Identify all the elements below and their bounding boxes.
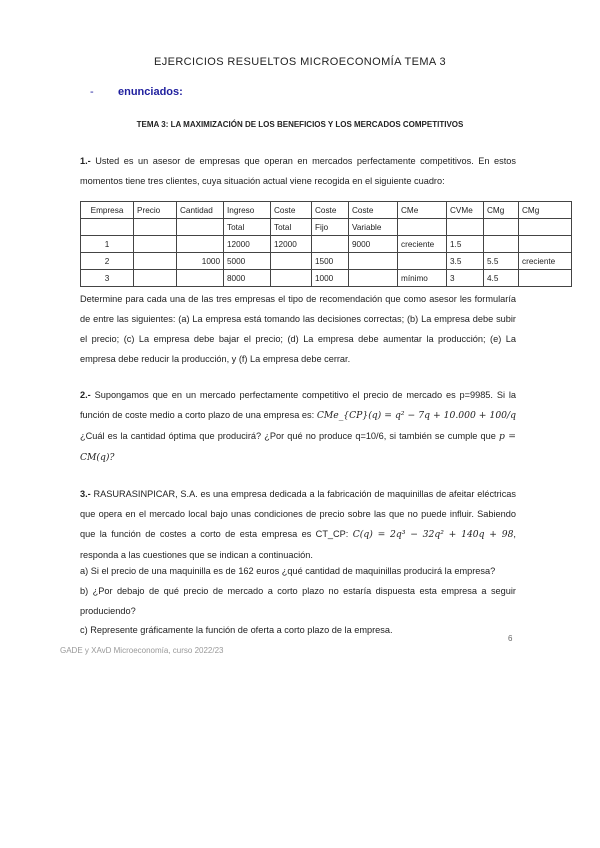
table-cell: mínimo — [398, 270, 447, 287]
table-cell — [177, 270, 224, 287]
table-header-cell: Total — [271, 219, 312, 236]
table-header-cell: Variable — [349, 219, 398, 236]
table-header-cell: Total — [224, 219, 271, 236]
exercise-1-intro — [80, 151, 516, 191]
exercise-3-item-a: a) Si el precio de una maquinilla es de 162 euros ¿qué cantidad de maquinillas producirá la empresa? — [80, 566, 496, 576]
exercise-1-question: Determine para cada una de las tres empresas el tipo de recomendación que como asesor les formularía de entre las siguientes: (a) La empresa está tomando las decisiones correctas; (b) La empresa debe subir el precio; (c) La empresa debe bajar el precio; (d) La empresa debe aumentar la producción; (e) La empresa debe reducir la producción, y (f) La empresa debe cerrar. — [80, 294, 516, 364]
exercise-2-formula: CMe_{CP}(q) = q² − 7q + 10.000 + 100/q — [316, 410, 517, 421]
table-cell — [312, 236, 349, 253]
exercise-3 — [80, 484, 516, 565]
table-header-cell — [447, 219, 484, 236]
table-header-cell — [81, 219, 134, 236]
table-cell: 1.5 — [447, 236, 484, 253]
table-cell: 5000 — [224, 253, 271, 270]
table-cell — [134, 253, 177, 270]
table-cell: 3 — [81, 270, 134, 287]
table-header-cell: Coste — [312, 202, 349, 219]
table-row — [81, 253, 572, 270]
exercise-3-item-c: c) Represente gráficamente la función de oferta a corto plazo de la empresa. — [80, 625, 393, 635]
table-cell — [349, 270, 398, 287]
exercise-1-intro-text: Usted es un asesor de empresas que operan en mercados perfectamente competitivos. En estos momentos tiene tres clientes, cuya situación actual viene recogida en el siguiente cuadro: — [80, 156, 516, 186]
table-cell: 9000 — [349, 236, 398, 253]
exercise-3-number: 3.- — [80, 489, 91, 499]
table-row — [81, 236, 572, 253]
clients-table — [80, 201, 572, 287]
table-cell — [519, 236, 572, 253]
page-title: EJERCICIOS RESUELTOS MICROECONOMÍA TEMA 3 — [153, 56, 447, 68]
exercise-2-formula-2: p = CM(q)? — [80, 431, 517, 463]
table-header-cell: Coste — [271, 202, 312, 219]
table-cell — [134, 236, 177, 253]
table-cell: creciente — [398, 236, 447, 253]
table-header-cell: Ingreso — [224, 202, 271, 219]
table-header-row — [81, 202, 572, 219]
table-header-cell — [134, 219, 177, 236]
exercise-1-number: 1.- — [80, 156, 91, 166]
table-cell — [398, 253, 447, 270]
table-cell — [349, 253, 398, 270]
exercise-3-text-a: RASURASINPICAR, S.A. es una empresa dedicada a la fabricación de maquinillas de afeitar eléctricas que opera en el mercado local bajo unas condiciones de precio sobre las que no puede influir. Sabiendo que la función de costes a corto de esta empresa es CT_CP: — [80, 489, 516, 539]
table-cell — [271, 270, 312, 287]
table-cell: 12000 — [271, 236, 312, 253]
table-header-cell — [519, 219, 572, 236]
footer-text: GADE y XAvD Microeconomía, curso 2022/23 — [60, 646, 224, 655]
table-cell — [177, 236, 224, 253]
table-cell: 2 — [81, 253, 134, 270]
table-cell — [519, 270, 572, 287]
page-number: 6 — [508, 634, 513, 643]
table-header-cell — [398, 219, 447, 236]
table-cell: 4.5 — [484, 270, 519, 287]
table-header-cell: Fijo — [312, 219, 349, 236]
table-header-cell: Coste — [349, 202, 398, 219]
exercise-2-text-b: ¿Cuál es la cantidad óptima que producirá? ¿Por qué no produce q=10/6, si también se cumple que — [80, 431, 496, 441]
topic-subtitle: TEMA 3: LA MAXIMIZACIÓN DE LOS BENEFICIOS Y LOS MERCADOS COMPETITIVOS — [136, 120, 464, 129]
table-cell: 12000 — [224, 236, 271, 253]
exercise-3-formula: C(q) = 2q³ − 32q² + 140q + 98 — [352, 529, 514, 540]
exercise-2 — [80, 385, 516, 468]
table-header-cell: CVMe — [447, 202, 484, 219]
table-header-cell: Precio — [134, 202, 177, 219]
exercise-3-text-b: , responda a las cuestiones que se indican a continuación. — [80, 529, 516, 560]
table-cell: 8000 — [224, 270, 271, 287]
table-cell: 3.5 — [447, 253, 484, 270]
table-header-cell: CMg — [484, 202, 519, 219]
section-label: enunciados: — [118, 86, 183, 98]
table-row — [81, 270, 572, 287]
table-header-cell: Empresa — [81, 202, 134, 219]
table-cell — [484, 236, 519, 253]
bullet-marker: - — [90, 86, 94, 98]
table-cell: 1 — [81, 236, 134, 253]
table-header-row — [81, 219, 572, 236]
table-cell: 1000 — [177, 253, 224, 270]
exercise-2-text-a: Supongamos que en un mercado perfectamente competitivo el precio de mercado es p=9985. Si la función de coste medio a corto plazo de una empresa es: — [80, 390, 516, 420]
table-cell: 1500 — [312, 253, 349, 270]
table-cell: 5.5 — [484, 253, 519, 270]
table-cell — [271, 253, 312, 270]
table-header-cell: CMe — [398, 202, 447, 219]
table-cell: 1000 — [312, 270, 349, 287]
table-cell: creciente — [519, 253, 572, 270]
table-header-cell: CMg — [519, 202, 572, 219]
table-header-cell — [177, 219, 224, 236]
table-header-cell: Cantidad — [177, 202, 224, 219]
table-cell — [134, 270, 177, 287]
exercise-2-number: 2.- — [80, 390, 91, 400]
exercise-3-item-b: b) ¿Por debajo de qué precio de mercado a corto plazo no estaría dispuesta esta empresa a seguir produciendo? — [80, 586, 516, 616]
table-header-cell — [484, 219, 519, 236]
table-cell: 3 — [447, 270, 484, 287]
